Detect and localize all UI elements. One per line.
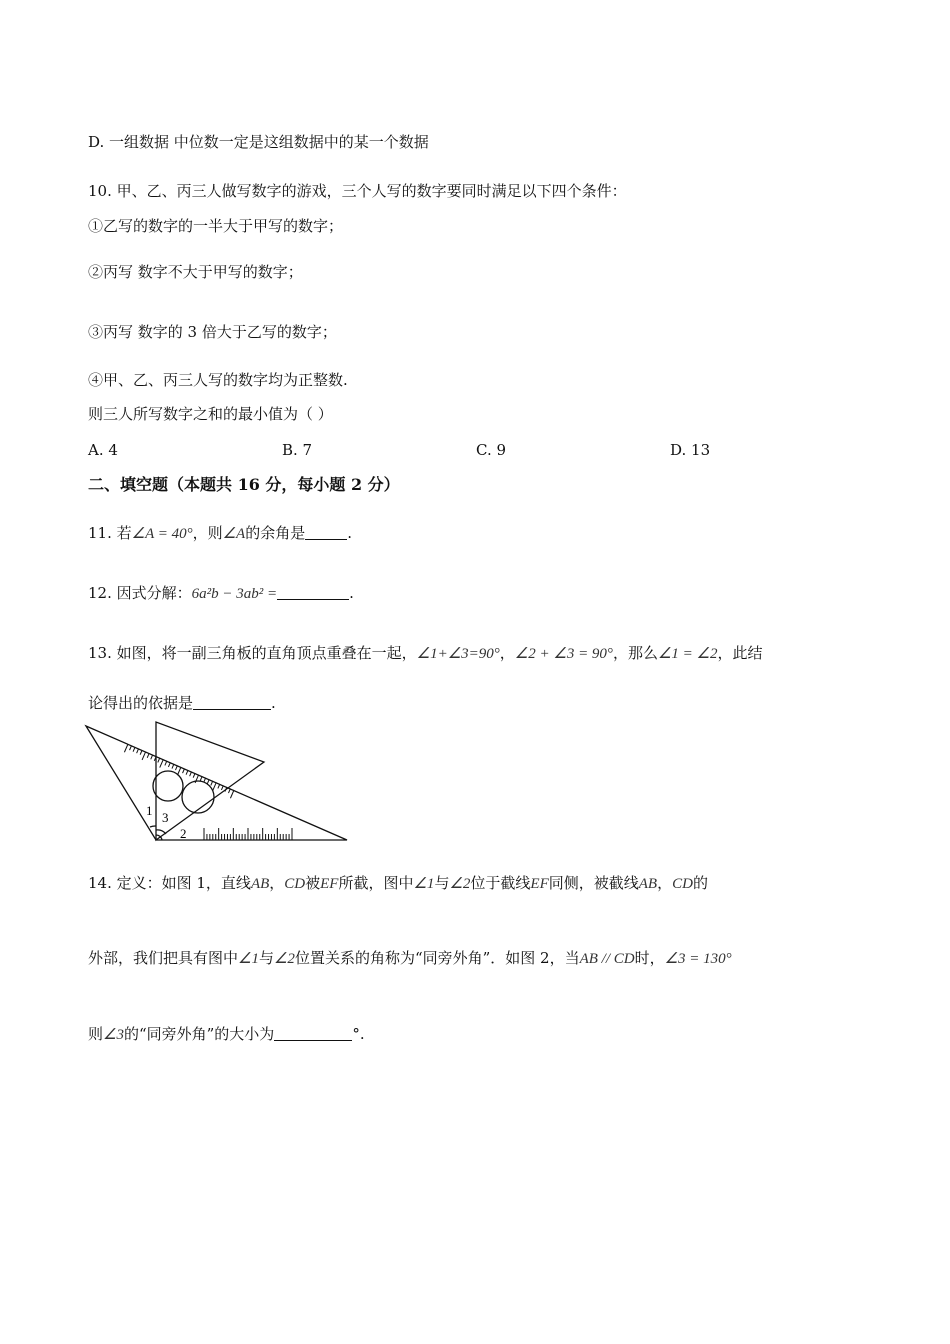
q10-condition-4: ④甲、乙、丙三人写的数字均为正整数. [88, 371, 348, 389]
q14-text-3a: 则 [88, 1025, 104, 1043]
q13-line2-text: 论得出的依据是 [88, 694, 194, 712]
ruler-tick [124, 744, 128, 752]
q11-expr1: ∠A = 40° [131, 526, 193, 542]
q14-text-1e: 位于截线 [470, 874, 531, 892]
q10-condition-1: ①乙写的数字的一半大于甲写的数字； [88, 217, 344, 235]
q12-prefix: 12. 因式分解： [88, 584, 192, 602]
q10-option-b: B. 7 [282, 441, 313, 459]
q13-sep1: ， [499, 644, 515, 662]
triangle-hole-1 [153, 771, 183, 801]
ruler-tick [213, 782, 217, 790]
ruler-tick [147, 753, 149, 758]
ruler-tick [142, 752, 146, 760]
q14-line-cd-2: CD [672, 876, 693, 892]
ruler-tick [140, 750, 142, 755]
q14-text-2a: 外部，我们把具有图中 [88, 949, 239, 967]
q14-angle-1: ∠1 [413, 876, 435, 892]
q14-answer-blank[interactable] [274, 1026, 352, 1041]
q11-answer-blank[interactable] [305, 525, 347, 540]
q9-option-d: D. 一组数据 中位数一定是这组数据中的某一个数据 [88, 133, 429, 151]
q10-stem: 10. 甲、乙、丙三人做写数字的游戏，三个人写的数字要同时满足以下四个条件： [88, 182, 627, 200]
ruler-tick [137, 749, 139, 754]
q14-text-3b: 的“同旁外角”的大小为 [123, 1025, 275, 1043]
q14-text-1d: 与 [434, 874, 450, 892]
q14-text-2-and: 与 [258, 949, 274, 967]
ruler-ticks-bottom [204, 828, 292, 840]
angle-label-2: 2 [180, 826, 187, 841]
q14-angle-2: ∠2 [449, 876, 471, 892]
q14-line-ab-2: AB [638, 876, 658, 892]
q14-text-1a: 14. 定义：如图 1，直线 [88, 874, 251, 892]
q11-prefix: 11. 若 [88, 524, 132, 542]
q10-condition-2: ②丙写 数字不大于甲写的数字； [88, 263, 303, 281]
q13-set-squares-figure [84, 718, 354, 846]
ruler-tick [230, 790, 234, 798]
ruler-tick [130, 746, 132, 751]
q14-angle-3: ∠3 [103, 1027, 124, 1043]
q12-expr: 6a²b − 3ab² = [191, 586, 278, 602]
q12-end: . [349, 584, 354, 602]
q10-condition-3: ③丙写 数字的 3 倍大于乙写的数字； [88, 323, 337, 341]
triangle-hole-2 [182, 781, 214, 813]
q13-suffix: ，此结 [717, 644, 763, 662]
ruler-tick [177, 767, 181, 775]
q14-line-3 [88, 1024, 365, 1045]
q13-expr1: ∠1+∠3=90° [416, 646, 500, 662]
q14-angle-2b: ∠2 [273, 951, 295, 967]
q14-line-ef: EF [320, 876, 339, 892]
ruler-ticks-top [124, 744, 234, 798]
q14-line-cd: CD [284, 876, 306, 892]
q12 [88, 583, 354, 604]
q13-line-1 [88, 643, 763, 664]
q14-text-1b: 被 [305, 874, 321, 892]
angle-label-1: 1 [146, 803, 153, 818]
q13-expr3: ∠1 = ∠2 [657, 646, 718, 662]
q13-expr2: ∠2 + ∠3 = 90° [514, 646, 613, 662]
ruler-tick [160, 759, 164, 767]
q14-text-2b: 位置关系的角称为“同旁外角”．如图 2，当 [294, 949, 580, 967]
q11-middle: ，则 [192, 524, 223, 542]
section-2-heading: 二、填空题（本题共 16 分，每小题 2 分） [88, 475, 400, 494]
angle-label-3: 3 [162, 810, 169, 825]
q13-prefix: 13. 如图，将一副三角板的直角顶点重叠在一起， [88, 644, 417, 662]
q14-line-1 [88, 873, 708, 894]
q14-comma-2: ， [657, 874, 673, 892]
angle-arc-1 [150, 826, 156, 827]
q10-option-d: D. 13 [670, 441, 711, 459]
q14-text-2c: 时， [634, 949, 665, 967]
q13-line-2 [88, 693, 276, 713]
q12-answer-blank[interactable] [277, 585, 349, 600]
q13-end: . [271, 694, 276, 712]
q10-question: 则三人所写数字之和的最小值为（ ） [88, 405, 333, 423]
q13-sep2: ，那么 [612, 644, 658, 662]
q14-angle-1b: ∠1 [238, 951, 259, 967]
q14-line-2 [88, 948, 732, 969]
q14-angle-3-value: ∠3 = 130° [664, 951, 732, 967]
ruler-tick [133, 747, 135, 752]
q14-line-ab: AB [250, 876, 270, 892]
q14-text-1c: 所截，图中 [338, 874, 414, 892]
q14-text-1g: 的 [692, 874, 708, 892]
q14-comma-1: ， [269, 874, 285, 892]
q10-option-c: C. 9 [476, 441, 507, 459]
small-triangle-shape [156, 722, 264, 840]
q13-answer-blank[interactable] [193, 695, 271, 710]
q14-parallel-expr: AB // CD [579, 951, 635, 967]
q14-text-1f: 同侧，被截线 [548, 874, 639, 892]
q14-line-ef-2: EF [530, 876, 549, 892]
q11 [88, 523, 352, 544]
q11-expr2: ∠A [222, 526, 246, 542]
q14-text-3c: °. [352, 1025, 365, 1043]
q11-suffix: 的余角是 [245, 524, 306, 542]
q10-option-a: A. 4 [88, 441, 118, 459]
q11-end: . [347, 524, 353, 542]
